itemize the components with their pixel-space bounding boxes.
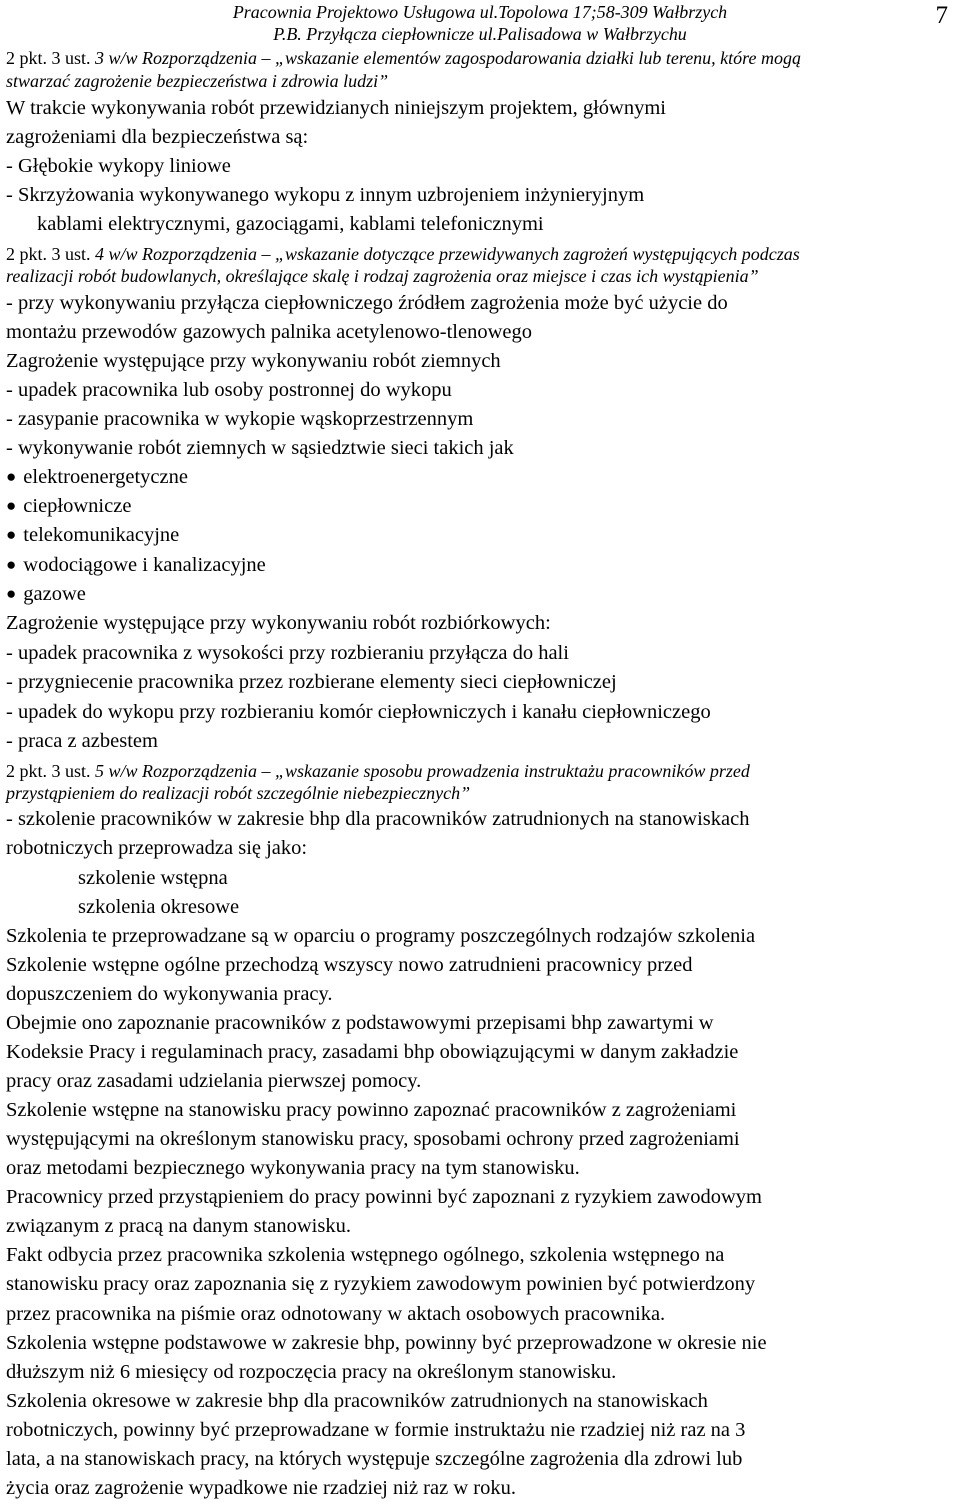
training-type: szkolenia okresowe [78,896,240,918]
reference-text: 5 w/w Rozporządzenia – „wskazanie sposobu prowadzenia instruktażu pracowników przed [90,761,750,781]
paragraph-line: Szkolenie wstępne ogólne przechodzą wszyscy nowo zatrudnieni pracownicy przed [6,954,693,976]
paragraph-line: występującymi na określonym stanowisku pracy, sposobami ochrony przed zagrożeniami [6,1128,740,1150]
paragraph-line: - praca z azbestem [6,730,158,752]
paragraph-line: - przy wykonywaniu przyłącza ciepłowniczego źródłem zagrożenia może być użycie do [6,292,728,314]
paragraph-line: dopuszczeniem do wykonywania pracy. [6,983,333,1005]
paragraph-line: Szkolenia te przeprowadzane są w oparciu o programy poszczególnych rodzajów szkolenia [6,925,756,947]
training-type: szkolenie wstępna [78,867,228,889]
network-list-item: ● elektroenergetyczne [6,465,188,490]
paragraph-line: - przygniecenie pracownika przez rozbierane elementy sieci ciepłowniczej [6,671,617,693]
hazard-item: - Głębokie wykopy liniowe [6,155,231,177]
network-list-item: ● telekomunikacyjne [6,523,179,548]
regulation-reference-5-cont: przystąpieniem do realizacji robót szczególnie niebezpiecznych” [6,783,471,803]
regulation-reference-4-cont: realizacji robót budowlanych, określające skalę i rodzaj zagrożenia oraz miejsce i czas ich wystąpienia” [6,266,759,286]
paragraph-line: Pracownicy przed przystąpieniem do pracy powinni być zapoznani z ryzykiem zawodowym [6,1186,762,1208]
reference-text: 3 w/w Rozporządzenia – „wskazanie elementów zagospodarowania działki lub terenu, które mogą [90,48,801,68]
hazard-item: - Skrzyżowania wykonywanego wykopu z innym uzbrojeniem inżynieryjnym [6,184,645,206]
regulation-reference-3-cont: stwarzać zagrożenie bezpieczeństwa i zdrowia ludzi” [6,71,389,91]
page-number: 7 [935,2,948,29]
paragraph-line: przez pracownika na piśmie oraz odnotowany w aktach osobowych pracownika. [6,1303,666,1325]
paragraph-line: Kodeksie Pracy i regulaminach pracy, zasadami bhp obowiązującymi w danym zakładzie [6,1041,739,1063]
hazard-item-continuation: kablami elektrycznymi, gazociągami, kablami telefonicznymi [37,213,544,235]
paragraph-line: stanowisku pracy oraz zapoznania się z ryzykiem zawodowym powinien być potwierdzony [6,1273,756,1295]
network-list-item: ● gazowe [6,582,86,607]
paragraph-line: oraz metodami bezpiecznego wykonywania pracy na tym stanowisku. [6,1157,580,1179]
reference-label: 2 pkt. 3 ust. [6,48,91,68]
paragraph-line: - upadek pracownika z wysokości przy rozbieraniu przyłącza do hali [6,642,569,664]
paragraph-line: Zagrożenie występujące przy wykonywaniu robót ziemnych [6,350,501,372]
paragraph-line: Obejmie ono zapoznanie pracowników z podstawowymi przepisami bhp zawartymi w [6,1012,714,1034]
paragraph-line: związanym z pracą na danym stanowisku. [6,1215,351,1237]
paragraph-line: W trakcie wykonywania robót przewidzianych niniejszym projektem, głównymi [6,97,666,119]
paragraph-line: Zagrożenie występujące przy wykonywaniu robót rozbiórkowych: [6,612,551,634]
paragraph-line: Szkolenia okresowe w zakresie bhp dla pracowników zatrudnionych na stanowiskach [6,1390,708,1412]
reference-label: 2 pkt. 3 ust. [6,244,91,264]
paragraph-line: Szkolenia wstępne podstawowe w zakresie bhp, powinny być przeprowadzone w okresie nie [6,1332,767,1354]
paragraph-line: pracy oraz zasadami udzielania pierwszej pomocy. [6,1070,422,1092]
paragraph-line: życia oraz zagrożenie wypadkowe nie rzadziej niż raz w roku. [6,1477,516,1499]
paragraph-line: lata, a na stanowiskach pracy, na których występuje szczególne zagrożenia dla zdrowi lub [6,1448,743,1470]
paragraph-line: - upadek pracownika lub osoby postronnej do wykopu [6,379,452,401]
header-company-line: Pracownia Projektowo Usługowa ul.Topolowa 17;58-309 Wałbrzych [232,2,728,22]
reference-text: 4 w/w Rozporządzenia – „wskazanie dotyczące przewidywanych zagrożeń występujących podczas [90,244,800,264]
paragraph-line: - upadek do wykopu przy rozbieraniu komór ciepłowniczych i kanału ciepłowniczego [6,701,711,723]
network-list-item: ● ciepłownicze [6,494,131,519]
paragraph-line: - zasypanie pracownika w wykopie wąskoprzestrzennym [6,408,474,430]
reference-label: 2 pkt. 3 ust. [6,761,91,781]
paragraph-line: Szkolenie wstępne na stanowisku pracy powinno zapoznać pracowników z zagrożeniami [6,1099,737,1121]
paragraph-line: robotniczych, powinny być przeprowadzane w formie instruktażu nie rzadziej niż raz na 3 [6,1419,746,1441]
paragraph-line: zagrożeniami dla bezpieczeństwa są: [6,126,309,148]
network-list-item: ● wodociągowe i kanalizacyjne [6,553,266,578]
paragraph-line: robotniczych przeprowadza się jako: [6,837,308,859]
paragraph-line: dłuższym niż 6 miesięcy od rozpoczęcia pracy na określonym stanowisku. [6,1361,617,1383]
paragraph-line: - szkolenie pracowników w zakresie bhp dla pracowników zatrudnionych na stanowiskach [6,808,750,830]
paragraph-line: montażu przewodów gazowych palnika acetylenowo-tlenowego [6,321,532,343]
regulation-reference-3 [6,46,801,71]
paragraph-line: - wykonywanie robót ziemnych w sąsiedztwie sieci takich jak [6,437,514,459]
paragraph-line: Fakt odbycia przez pracownika szkolenia wstępnego ogólnego, szkolenia wstępnego na [6,1244,725,1266]
header-project-line: P.B. Przyłącza ciepłownicze ul.Palisadowa w Wałbrzychu [273,24,687,44]
